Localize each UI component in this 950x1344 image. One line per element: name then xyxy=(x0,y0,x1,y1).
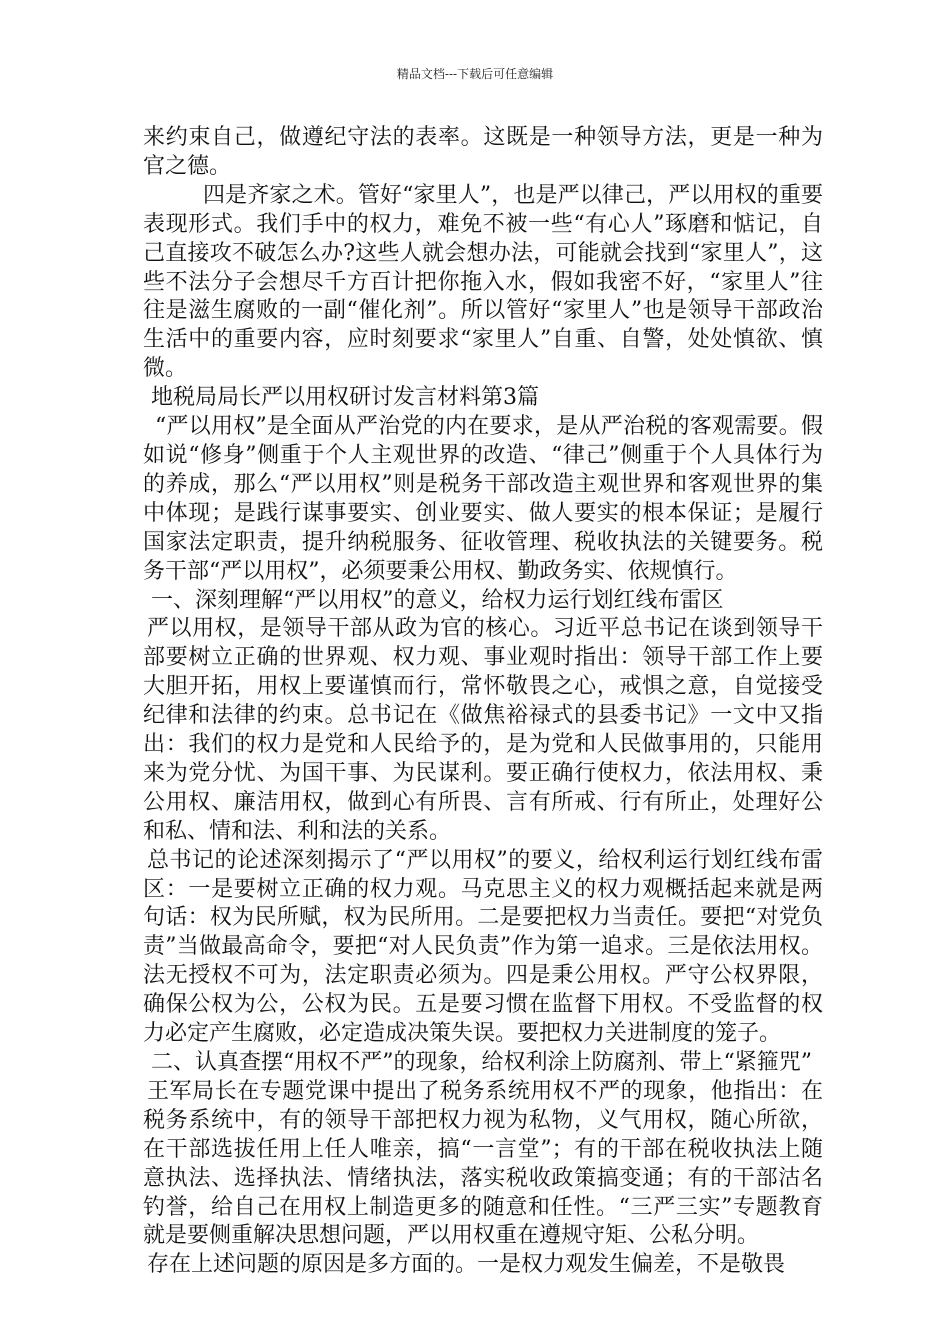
paragraph-continuation: 来约束自己，做遵纪守法的表率。这既是一种领导方法，更是一种为官之德。 xyxy=(143,125,823,179)
paragraph-five-points: 总书记的论述深刻揭示了“严以用权”的要义，给权利运行划红线布雷区：一是要树立正确的权力观。马克思主义的权力观概括起来就是两句话：权为民所赋，权为民所用。二是要把权力当责任。要把“对党负责”当做最高命令，要把“对人民负责”作为第一追求。三是依法用权。法无授权不可为，法定职责必须为。四是秉公用权。严守公权界限，确保公权为公，公权为民。五是要习惯在监督下用权。不受监督的权力必定产生腐败，必定造成决策失误。要把权力关进制度的笼子。 xyxy=(143,847,823,1047)
document-body xyxy=(143,124,823,1280)
section-title: 地税局局长严以用权研讨发言材料第3篇 xyxy=(151,385,539,411)
paragraph-core-of-power: 严以用权，是领导干部从政为官的核心。习近平总书记在谈到领导干部要树立正确的世界观、权力观、事业观时指出：领导干部工作上要大胆开拓，用权上要谨慎而行，常怀敬畏之心，戒惧之意，自觉接受纪律和法律的约束。总书记在《做焦裕禄式的县委书记》一文中又指出：我们的权力是党和人民给予的，是为党和人民做事用的，只能用来为党分忧、为国干事、为民谋利。要正确行使权力，依法用权、秉公用权、廉洁用权，做到心有所畏、言有所戒、行有所止，处理好公和私、情和法、利和法的关系。 xyxy=(143,616,823,844)
paragraph-family-management: 四是齐家之术。管好“家里人”，也是严以律己，严以用权的重要表现形式。我们手中的权力，难免不被一些“有心人”琢磨和惦记，自己直接攻不破怎么办?这些人就会想办法，可能就会找到“家里人”，这些不法分子会想尽千方百计把你拖入水，假如我密不好，“家里人”往往是滋生腐败的一副“催化剂”。所以管好“家里人”也是领导干部政治生活中的重要内容，应时刻要求“家里人”自重、自警，处处慎欲、慎微。 xyxy=(143,182,823,382)
page-header: 精品文档---下载后可任意编辑 xyxy=(396,67,554,81)
heading-one: 一、深刻理解“严以用权”的意义，给权力运行划红线布雷区 xyxy=(151,587,724,613)
paragraph-problems: 王军局长在专题党课中提出了税务系统用权不严的现象，他指出：在税务系统中，有的领导干部把权力视为私物，义气用权，随心所欲，在干部选拔任用上任人唯亲，搞“一言堂”；有的干部在税收执法上随意执法、选择执法、情绪执法，落实税收政策搞变通；有的干部沽名钓誉，给自己在用权上制造更多的随意和任性。“三严三实”专题教育就是要侧重解决思想问题，严以用权重在遵规守矩、公私分明。 xyxy=(143,1078,823,1249)
heading-two: 二、认真查摆“用权不严”的现象，给权利涂上防腐剂、带上“紧箍咒” xyxy=(151,1050,812,1075)
paragraph-causes: 存在上述问题的原因是多方面的。一是权力观发生偏差，不是敬畏 xyxy=(147,1252,786,1278)
paragraph-intro: “严以用权”是全面从严治党的内在要求，是从严治税的客观需要。假如说“修身”侧重于个人主观世界的改造、“律己”侧重于个人具体行为的养成，那么“严以用权”则是税务干部改造主观世界和客观世界的集中体现；是践行谋事要实、创业要实、做人要实的根本保证；是履行国家法定职责，提升纳税服务、征收管理、税收执法的关键要务。税务干部“严以用权”，必须要秉公用权、勤政务实、依规慎行。 xyxy=(143,414,823,584)
